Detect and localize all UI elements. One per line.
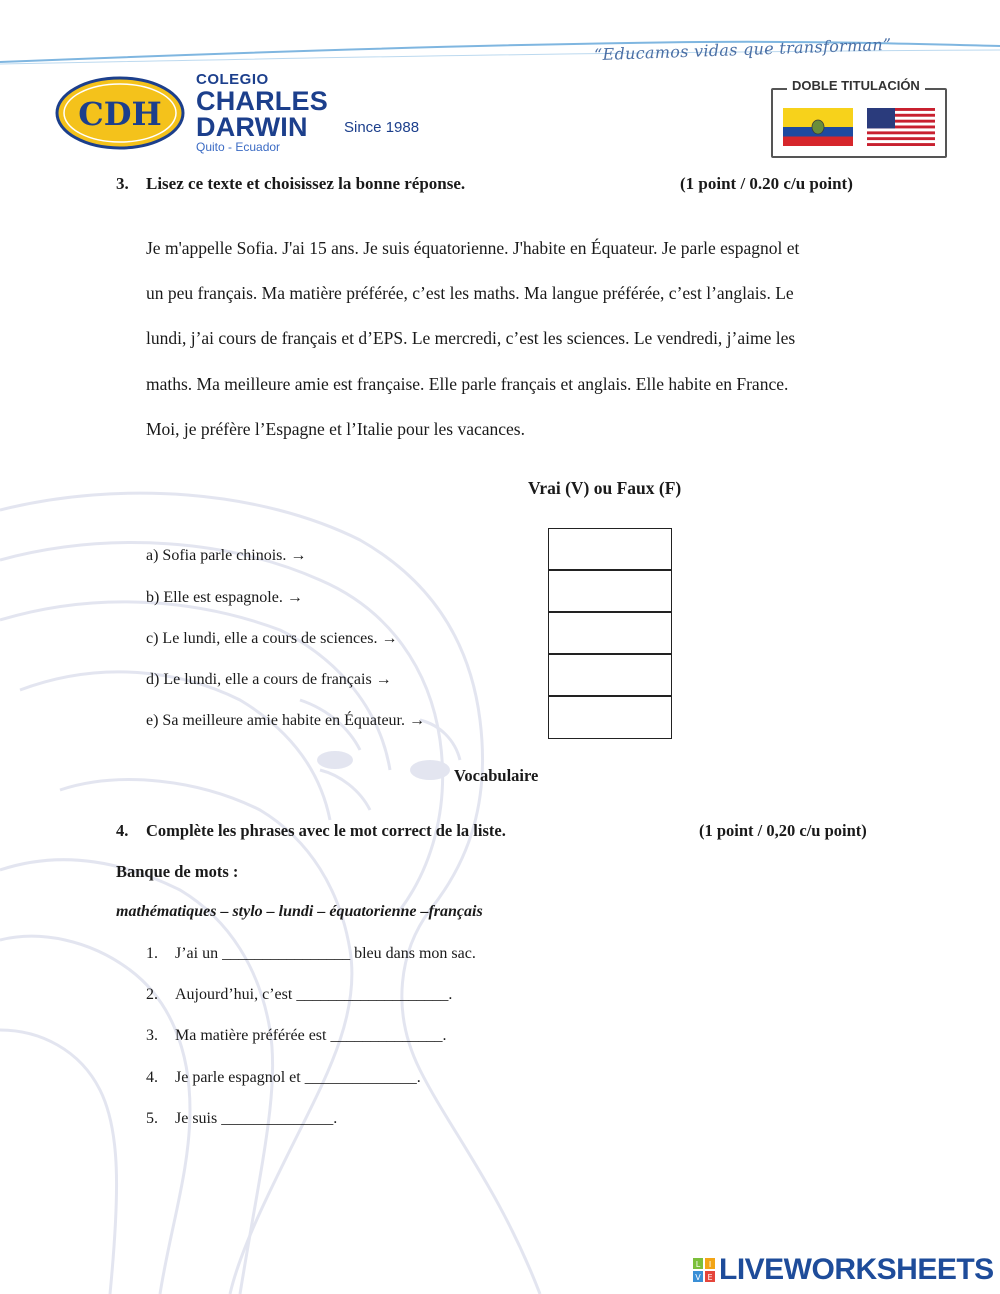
sentence-text-after: bleu dans mon sac. — [350, 945, 476, 962]
sentence-text-after: . — [442, 1027, 447, 1044]
reading-line: Moi, je préfère l’Espagne et l’Italie pour les vacances. — [146, 418, 525, 439]
liveworksheets-logo-icon — [693, 1258, 715, 1282]
sentence-number: 3. — [146, 1027, 158, 1044]
reading-line: Je m'appelle Sofia. J'ai 15 ans. Je suis équatorienne. J'habite en Équateur. Je parle espagnol et — [146, 238, 800, 258]
sentence-blank[interactable]: ________________ — [222, 945, 351, 962]
logo-letter: E — [707, 1273, 713, 1282]
sentence-text-before: Je parle espagnol et — [175, 1069, 305, 1086]
word-bank-words: mathématiques – stylo – lundi – équatorienne –français — [116, 903, 483, 920]
sentence-4 — [146, 1069, 746, 1087]
sentence-number: 1. — [146, 945, 158, 962]
answer-box-b[interactable] — [548, 570, 672, 612]
liveworksheets-wordmark: LIVEWORKSHEETS — [719, 1253, 994, 1286]
sentence-number: 2. — [146, 986, 158, 1003]
answer-box-c[interactable] — [548, 612, 672, 654]
logo-letter: I — [708, 1260, 712, 1269]
section3-points: (1 point / 0.20 c/u point) — [680, 174, 853, 193]
sentence-number: 4. — [146, 1069, 158, 1086]
reading-line: un peu français. Ma matière préférée, c’est les maths. Ma langue préférée, c’est l’anglais. Le — [146, 283, 794, 304]
darwin-portrait-watermark — [0, 470, 620, 1294]
sentence-text-after: . — [448, 986, 453, 1003]
statement-a: a) Sofia parle chinois. → — [146, 547, 307, 564]
ecuador-flag-icon — [783, 108, 853, 146]
school-name-block — [196, 72, 328, 154]
double-degree-badge — [771, 78, 947, 158]
answer-box-a[interactable] — [548, 528, 672, 570]
usa-flag-icon — [867, 108, 935, 146]
school-monogram: CDH — [78, 95, 162, 133]
reading-line: lundi, j’ai cours de français et d’EPS. Le mercredi, c’est les sciences. Le vendredi, j’aime les — [146, 328, 796, 349]
sentence-text-after: . — [333, 1110, 338, 1127]
logo-letter: L — [695, 1260, 701, 1269]
statement-b: b) Elle est espagnole. → — [146, 589, 303, 606]
school-name-line2: CHARLES — [196, 86, 328, 116]
school-location: Quito - Ecuador — [196, 140, 281, 154]
logo-letter: V — [695, 1273, 701, 1282]
vocabulary-title: Vocabulaire — [454, 766, 539, 785]
section3-instruction: Lisez ce texte et choisissez la bonne réponse. — [146, 174, 466, 193]
sentence-text-before: Ma matière préférée est — [175, 1027, 331, 1044]
reading-line: maths. Ma meilleure amie est française. Elle parle français et anglais. Elle habite en France. — [146, 373, 789, 394]
true-false-title: Vrai (V) ou Faux (F) — [528, 478, 682, 498]
sentence-blank[interactable]: ______________ — [330, 1027, 443, 1044]
statement-d: d) Le lundi, elle a cours de français → — [146, 671, 392, 688]
sentence-blank[interactable]: ___________________ — [296, 986, 449, 1003]
word-bank-label: Banque de mots : — [116, 862, 239, 881]
sentence-2 — [146, 986, 746, 1004]
reading-text — [146, 226, 886, 452]
answer-box-d[interactable] — [548, 654, 672, 696]
statement-c: c) Le lundi, elle a cours de sciences. → — [146, 630, 398, 647]
school-since: Since 1988 — [344, 119, 420, 136]
sentence-3 — [146, 1027, 746, 1045]
section4-number: 4. — [116, 821, 129, 840]
sentence-text-after: . — [416, 1069, 421, 1086]
section3-number: 3. — [116, 174, 129, 193]
sentence-text-before: J’ai un — [175, 945, 223, 962]
sentence-number: 5. — [146, 1110, 158, 1127]
statement-e: e) Sa meilleure amie habite en Équateur. → — [146, 712, 425, 729]
school-motto: “Educamos vidas que transforman” — [593, 34, 892, 65]
school-name-line1: COLEGIO — [196, 71, 269, 88]
answer-box-e[interactable] — [548, 696, 672, 739]
section4-points: (1 point / 0,20 c/u point) — [699, 821, 867, 840]
section4-instruction: Complète les phrases avec le mot correct de la liste. — [146, 821, 506, 840]
sentence-1 — [146, 945, 746, 963]
liveworksheets-brand[interactable] — [693, 1255, 994, 1285]
sentence-5 — [146, 1110, 746, 1128]
sentence-text-before: Aujourd’hui, c’est — [175, 986, 297, 1003]
sentence-blank[interactable]: ______________ — [304, 1069, 417, 1086]
sentence-blank[interactable]: ______________ — [221, 1110, 334, 1127]
sentence-text-before: Je suis — [175, 1110, 222, 1127]
school-name-line3: DARWIN — [196, 112, 308, 142]
school-logo-emblem — [55, 76, 185, 150]
double-degree-label: DOBLE TITULACIÓN — [787, 78, 925, 93]
